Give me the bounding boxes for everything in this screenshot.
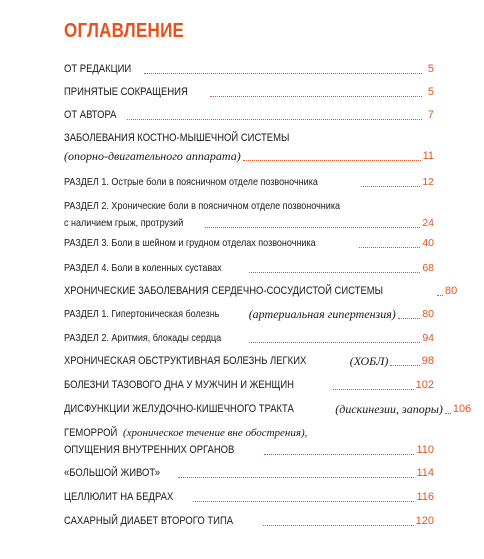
dot-leader (193, 501, 414, 502)
dot-leader (210, 96, 422, 97)
toc-page-number: 5 (427, 63, 434, 75)
toc-page-number: 120 (415, 515, 434, 527)
dot-leader (390, 365, 419, 366)
toc-entry-title: ОТ АВТОРА (64, 109, 117, 121)
toc-entry-title: БОЛЕЗНИ ТАЗОВОГО ДНА У МУЖЧИН И ЖЕНЩИН (64, 379, 295, 391)
toc-entry-title: ГЕМОРРОЙ (64, 427, 118, 439)
toc-page-number: 106 (452, 403, 472, 415)
toc-entry[interactable] (64, 402, 472, 417)
toc-page-number: 80 (422, 308, 434, 320)
toc-entry-note: (артериальная гипертензия) (248, 307, 396, 321)
toc-entry-note: (ХОБЛ) (349, 354, 389, 368)
toc-page-number: 68 (422, 262, 434, 274)
dot-leader (445, 413, 451, 414)
dot-leader (178, 477, 415, 478)
toc-page-number: 24 (422, 217, 434, 229)
toc-entry-title: РАЗДЕЛ 3. Боли в шейном и грудном отделах позвоночника (64, 237, 316, 249)
toc-entry[interactable] (64, 514, 434, 529)
toc-entry-title: ЦЕЛЛЮЛИТ НА БЕДРАХ (64, 491, 174, 503)
toc-page-number: 40 (422, 237, 434, 249)
toc-entry[interactable] (64, 466, 434, 481)
toc-entry[interactable] (64, 108, 434, 123)
toc-page-number: 5 (427, 86, 434, 98)
dot-leader (249, 272, 420, 273)
toc-entry-title: САХАРНЫЙ ДИАБЕТ ВТОРОГО ТИПА (64, 515, 234, 527)
toc-page-number: 102 (415, 379, 434, 391)
toc-entry-subtitle: (опорно-двигательного аппарата) (64, 149, 241, 163)
toc-page-number: 110 (416, 444, 434, 456)
dot-leader (205, 227, 421, 228)
toc-page-number: 98 (421, 355, 434, 367)
dot-leader (263, 525, 414, 526)
toc-page-number: 12 (422, 176, 434, 188)
toc-entry[interactable] (64, 354, 434, 369)
dot-leader (249, 342, 421, 343)
toc-entry[interactable] (64, 378, 434, 393)
toc-entry-title: РАЗДЕЛ 1. Гипертоническая болезнь (64, 308, 220, 320)
toc-entry-title: ХРОНИЧЕСКИЕ ЗАБОЛЕВАНИЯ СЕРДЕЧНО-СОСУДИСТОЙ СИСТЕМЫ (64, 285, 384, 297)
toc-entry-title: ОТ РЕДАКЦИИ (64, 63, 132, 75)
toc-page-number: 116 (416, 491, 434, 503)
toc-entry-subtitle: ОПУЩЕНИЯ ВНУТРЕННИХ ОРГАНОВ (64, 444, 235, 456)
toc-page-number: 80 (444, 285, 458, 297)
toc-entry-title: ХРОНИЧЕСКАЯ ОБСТРУКТИВНАЯ БОЛЕЗНЬ ЛЕГКИХ (64, 355, 307, 367)
page-title: ОГЛАВЛЕНИЕ (64, 20, 185, 42)
toc-page-number: 94 (422, 332, 434, 344)
toc-entry[interactable] (64, 131, 434, 164)
dot-leader (243, 160, 421, 161)
toc-entry[interactable] (64, 261, 434, 276)
dot-leader (144, 73, 422, 74)
toc-entry[interactable] (64, 62, 434, 77)
toc-entry-title: ДИСФУНКЦИИ ЖЕЛУДОЧНО-КИШЕЧНОГО ТРАКТА (64, 403, 294, 415)
toc-entry[interactable] (64, 426, 434, 458)
toc-entry[interactable] (64, 175, 434, 190)
toc-entry[interactable] (64, 199, 434, 231)
toc-entry[interactable] (64, 490, 434, 505)
toc-page-number: 7 (427, 109, 434, 121)
toc-entry[interactable] (64, 331, 434, 346)
toc-page-number: 11 (422, 150, 434, 162)
toc-page-number: 114 (416, 467, 434, 479)
dot-leader (333, 389, 413, 390)
toc-entry-title: РАЗДЕЛ 2. Хронические боли в поясничном отделе позвоночника (64, 200, 341, 212)
toc-entry-subtitle: с наличием грыж, протрузий (64, 217, 184, 229)
dot-leader (264, 454, 414, 455)
toc-entry[interactable] (64, 85, 434, 100)
toc-entry-title: ЗАБОЛЕВАНИЯ КОСТНО-МЫШЕЧНОЙ СИСТЕМЫ (64, 132, 290, 144)
toc-entry-title: «БОЛЬШОЙ ЖИВОТ» (64, 467, 161, 479)
toc-entry-title: РАЗДЕЛ 1. Острые боли в поясничном отделе позвоночника (64, 176, 318, 188)
dot-leader (359, 247, 421, 248)
dot-leader (127, 119, 422, 120)
dot-leader (437, 295, 443, 296)
toc-entry-note: (дискинезии, запоры) (335, 402, 443, 416)
toc-entry-title: РАЗДЕЛ 4. Боли в коленных суставах (64, 262, 222, 274)
dot-leader (398, 318, 421, 319)
toc-entry[interactable] (64, 284, 458, 299)
toc-entry[interactable] (64, 307, 434, 322)
dot-leader (361, 186, 420, 187)
toc-entry-note: (хроническое течение вне обострения), (122, 427, 308, 439)
toc-entry[interactable] (64, 236, 434, 251)
toc-entry-title: РАЗДЕЛ 2. Аритмия, блокады сердца (64, 332, 222, 344)
toc-entry-title: ПРИНЯТЫЕ СОКРАЩЕНИЯ (64, 86, 188, 98)
